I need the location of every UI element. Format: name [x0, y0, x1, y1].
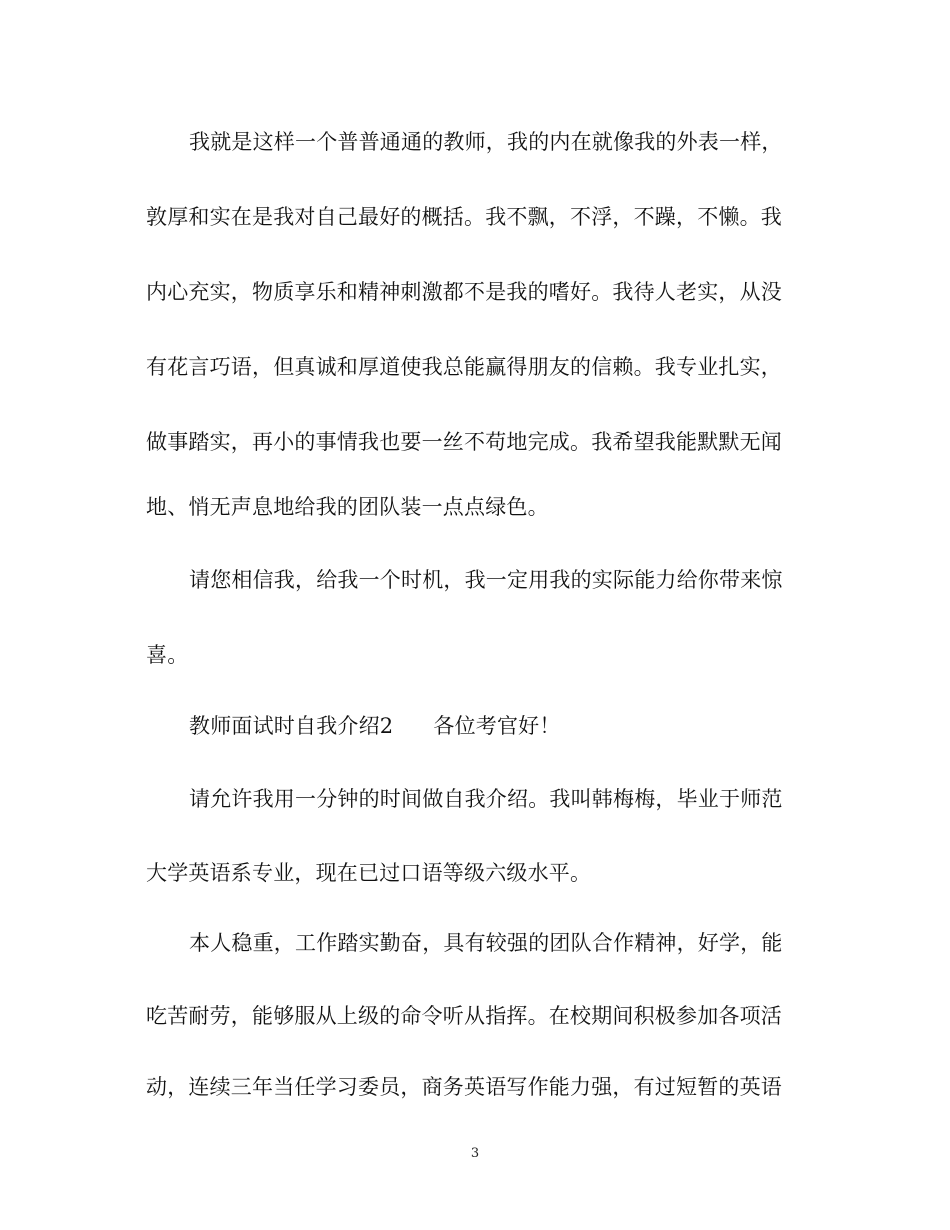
paragraph-line: 敦厚和实在是我对自己最好的概括。我不飘，不浮，不躁，不懒。我 [146, 205, 782, 229]
paragraph-line: 我就是这样一个普普通通的教师，我的内在就像我的外表一样， [189, 130, 783, 154]
paragraph-line: 本人稳重，工作踏实勤奋，具有较强的团队合作精神，好学，能 [189, 931, 783, 955]
paragraph-line: 请允许我用一分钟的时间做自我介绍。我叫韩梅梅，毕业于师范 [189, 787, 783, 811]
heading-greeting: 各位考官好！ [433, 714, 561, 738]
page-number: 3 [470, 1146, 480, 1161]
paragraph-line: 大学英语系专业，现在已过口语等级六级水平。 [146, 861, 592, 885]
paragraph-line: 吃苦耐劳，能够服从上级的命令听从指挥。在校期间积极参加各项活 [146, 1004, 782, 1028]
paragraph-line: 请您相信我，给我一个时机，我一定用我的实际能力给你带来惊 [189, 568, 783, 592]
paragraph-line: 喜。 [146, 643, 189, 667]
paragraph-line: 有花言巧语，但真诚和厚道使我总能赢得朋友的信赖。我专业扎实， [146, 355, 782, 379]
paragraph-line: 做事踏实，再小的事情我也要一丝不苟地完成。我希望我能默默无闻 [146, 430, 782, 454]
paragraph-line: 动，连续三年当任学习委员，商务英语写作能力强，有过短暂的英语 [146, 1075, 782, 1099]
paragraph-line: 地、悄无声息地给我的团队装一点点绿色。 [146, 495, 549, 519]
section-heading [189, 706, 849, 746]
paragraph-line: 内心充实，物质享乐和精神刺激都不是我的嗜好。我待人老实，从没 [146, 280, 782, 304]
heading-title: 教师面试时自我介绍2 [189, 714, 394, 738]
